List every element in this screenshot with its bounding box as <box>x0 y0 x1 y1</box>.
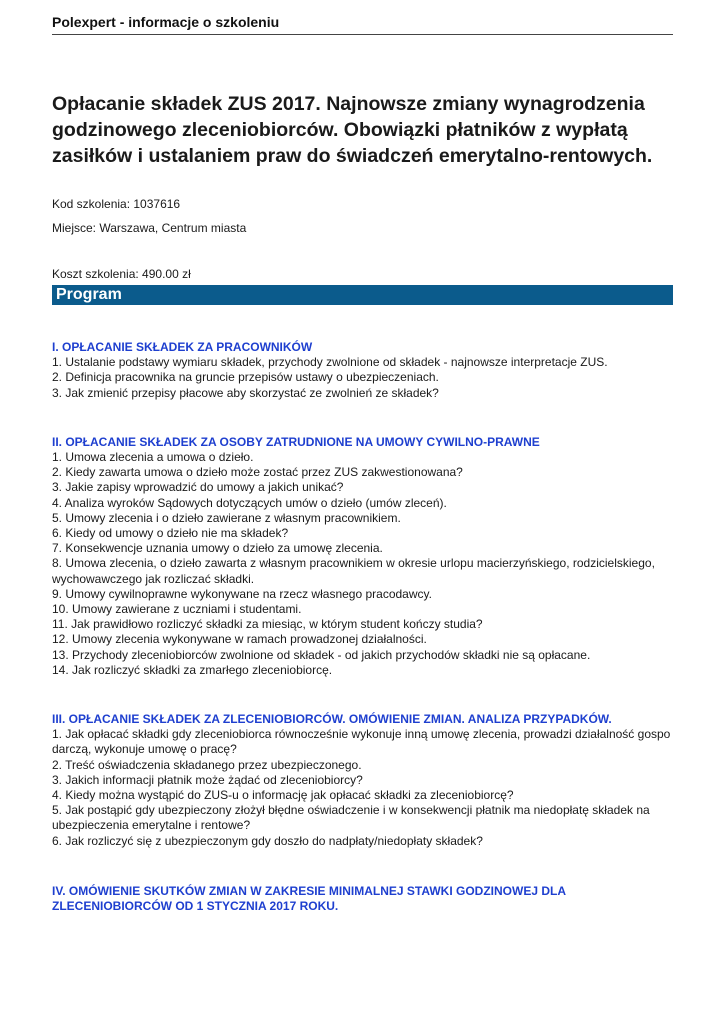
list-item: 1. Jak opłacać składki gdy zleceniobiorca równocześnie wykonuje inną umowę zlecenia, prowadzi działalność gospo <box>52 727 671 742</box>
list-item: 2. Kiedy zawarta umowa o dzieło może zostać przez ZUS zakwestionowana? <box>52 465 463 480</box>
list-item: 2. Definicja pracownika na gruncie przepisów ustawy o ubezpieczeniach. <box>52 370 439 385</box>
list-item: 6. Jak rozliczyć się z ubezpieczonym gdy doszło do nadpłaty/niedopłaty składek? <box>52 833 483 848</box>
list-item: 3. Jakie zapisy wprowadzić do umowy a jakich unikać? <box>52 480 344 495</box>
list-item: 11. Jak prawidłowo rozliczyć składki za miesiąc, w którym student kończy studia? <box>52 617 483 632</box>
list-item: 9. Umowy cywilnoprawne wykonywane na rzecz własnego pracodawcy. <box>52 586 432 601</box>
program-section-3 <box>52 712 673 849</box>
list-item: 13. Przychody zleceniobiorców zwolnione od składek - od jakich przychodów składki nie są opłacane. <box>52 647 591 662</box>
list-item: 1. Umowa zlecenia a umowa o dzieło. <box>52 450 254 465</box>
section-title: I. OPŁACANIE SKŁADEK ZA PRACOWNIKÓW <box>52 340 313 354</box>
program-section-4 <box>52 884 673 914</box>
section-title: III. OPŁACANIE SKŁADEK ZA ZLECENIOBIORCÓW. OMÓWIENIE ZMIAN. ANALIZA PRZYPADKÓW. <box>52 712 612 727</box>
section-title: II. OPŁACANIE SKŁADEK ZA OSOBY ZATRUDNIONE NA UMOWY CYWILNO-PRAWNE <box>52 434 540 449</box>
list-item: 2. Treść oświadczenia składanego przez ubezpieczonego. <box>52 757 362 772</box>
list-item: 4. Analiza wyroków Sądowych dotyczących umów o dzieło (umów zleceń). <box>52 495 447 510</box>
training-code: Kod szkolenia: 1037616 <box>52 197 181 211</box>
program-heading: Program <box>52 285 673 305</box>
training-title: Opłacanie składek ZUS 2017. Najnowsze zmiany wynagrodzenia godzinowego zleceniobiorców. Obowiązki płatników z wypłatą zasiłków i ustalaniem praw do świadczeń emerytalno-rentowych. <box>52 93 653 167</box>
section-title: IV. OMÓWIENIE SKUTKÓW ZMIAN W ZAKRESIE MINIMALNEJ STAWKI GODZINOWEJ DLA ZLECENIOBIORCÓW OD 1 STYCZNIA 2017 ROKU. <box>52 883 566 914</box>
list-item: 7. Konsekwencje uznania umowy o dzieło za umowę zlecenia. <box>52 541 383 556</box>
list-item: 12. Umowy zlecenia wykonywane w ramach prowadzonej działalności. <box>52 632 427 647</box>
program-section-2 <box>52 435 673 678</box>
list-item: 14. Jak rozliczyć składki za zmarłego zleceniobiorcę. <box>52 662 333 677</box>
list-item: 6. Kiedy od umowy o dzieło nie ma składek? <box>52 526 289 541</box>
program-section-1 <box>52 340 673 401</box>
document-page <box>52 0 673 914</box>
list-item: 5. Jak postąpić gdy ubezpieczony złożył błędne oświadczenie i w konsekwencji płatnik ma niedopłatę składek na ubezpieczenia emerytalne i rentowe? <box>52 803 650 833</box>
list-item: 3. Jakich informacji płatnik może żądać od zleceniobiorcy? <box>52 772 363 787</box>
list-item: darczą, wykonuje umowę o pracę? <box>52 742 237 757</box>
list-item: 5. Umowy zlecenia i o dzieło zawierane z własnym pracownikiem. <box>52 510 401 525</box>
list-item: 1. Ustalanie podstawy wymiaru składek, przychody zwolnione od składek - najnowsze interpretacje ZUS. <box>52 355 608 370</box>
page-header: Polexpert - informacje o szkoleniu <box>52 14 673 35</box>
list-item: 10. Umowy zawierane z uczniami i studentami. <box>52 602 302 617</box>
training-place: Miejsce: Warszawa, Centrum miasta <box>52 221 247 235</box>
training-cost: Koszt szkolenia: 490.00 zł <box>52 267 191 281</box>
list-item: 3. Jak zmienić przepisy płacowe aby skorzystać ze zwolnień ze składek? <box>52 385 439 400</box>
list-item: 8. Umowa zlecenia, o dzieło zawarta z własnym pracownikiem w okresie urlopu macierzyńskiego, rodzicielskiego, wychowawczego jak rozliczać składki. <box>52 556 655 586</box>
list-item: 4. Kiedy można wystąpić do ZUS-u o informację jak opłacać składki za zleceniobiorcę? <box>52 788 514 803</box>
